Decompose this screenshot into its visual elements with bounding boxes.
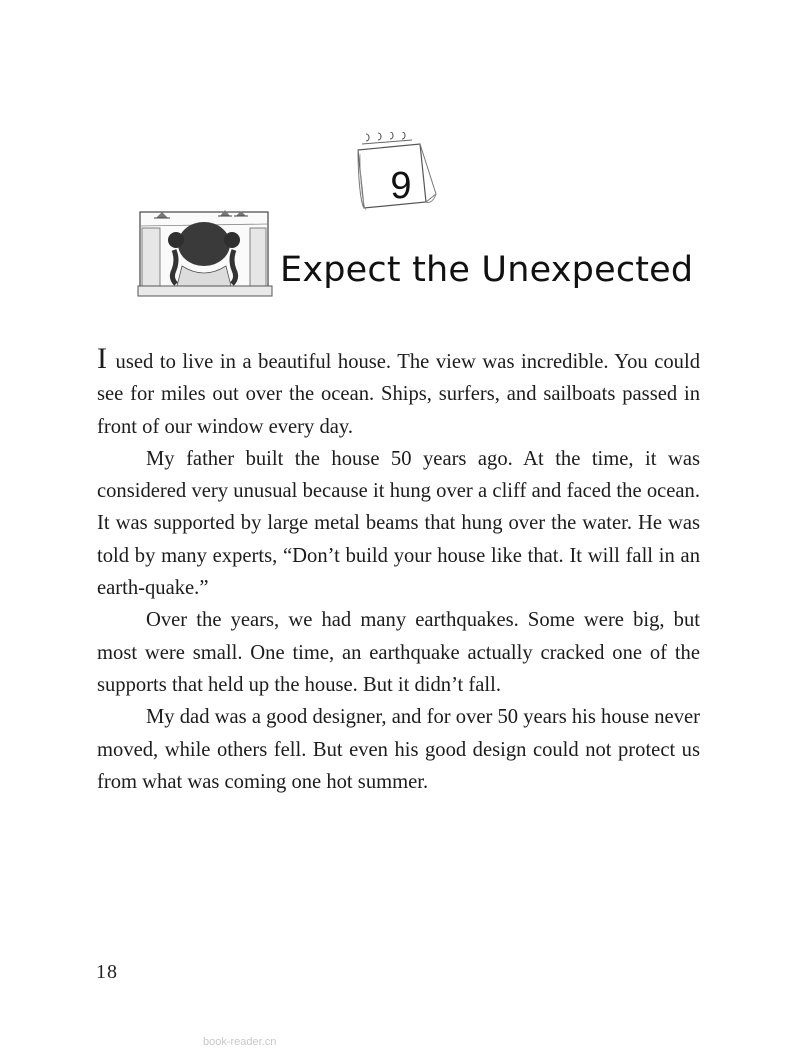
page-number: 18 — [96, 961, 118, 983]
paragraph: My father built the house 50 years ago. At the time, it was considered very unusual because it hung over a cliff and faced the ocean. It was supported by large metal beams that hung over the water. He was told by many experts, “Don’t build your house like that. It will fall in an earth-quake.” — [97, 447, 700, 600]
paragraph: My dad was a good designer, and for over 50 years his house never moved, while others fell. But even his good design could not protect us from what was coming one hot summer. — [97, 706, 700, 793]
drop-cap: I — [97, 342, 107, 375]
paragraph — [97, 342, 700, 443]
chapter-number: 9 — [390, 165, 412, 207]
paragraph-text: used to live in a beautiful house. The view was incredible. You could see for miles out over the ocean. Ships, surfers, and sailboats passed in front of our window every day. — [97, 351, 700, 438]
paragraph: Over the years, we had many earthquakes. Some were big, but most were small. One time, an earthquake actually cracked one of the supports that held up the house. But it didn’t fall. — [97, 609, 700, 696]
watermark: book-reader.cn — [203, 1036, 277, 1048]
chapter-body — [97, 342, 700, 798]
chapter-title: Expect the Unexpected — [280, 250, 694, 290]
girl-at-window-illustration — [136, 204, 276, 302]
